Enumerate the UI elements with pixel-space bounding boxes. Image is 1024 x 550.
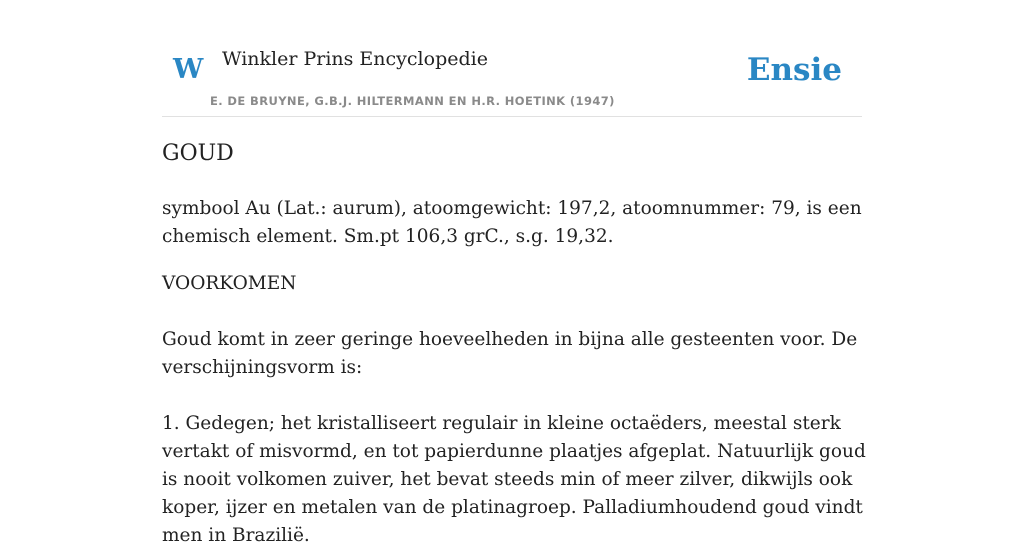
source-title-link[interactable]: Winkler Prins Encyclopedie [222, 48, 488, 70]
article-body [162, 136, 872, 550]
section-heading: VOORKOMEN [162, 273, 297, 294]
source-header [162, 0, 862, 117]
ensie-logo-link[interactable]: Ensie [746, 52, 842, 88]
source-logo-icon[interactable]: W [173, 54, 204, 85]
article-intro: symbool Au (Lat.: aurum), atoomgewicht: 197,2, atoomnummer: 79, is een chemisch element. Sm.pt 106,3 grC., s.g. 19,32. [162, 198, 862, 247]
source-authors: E. DE BRUYNE, G.B.J. HILTERMANN EN H.R. HOETINK (1947) [210, 94, 615, 108]
article-paragraph: Goud komt in zeer geringe hoeveelheden in bijna alle gesteenten voor. De verschijningsvorm is: [162, 329, 858, 378]
article-paragraph: 1. Gedegen; het kristalliseert regulair in kleine octaëders, meestal sterk vertakt of misvormd, en tot papierdunne plaatjes afgeplat. Natuurlijk goud is nooit volkomen zuiver, het bevat steeds min of meer zilver, dikwijls ook koper, ijzer en metalen van de platinagroep. Palladiumhoudend goud vindt men in Brazilië. [162, 413, 866, 546]
article-title: GOUD [162, 141, 234, 166]
